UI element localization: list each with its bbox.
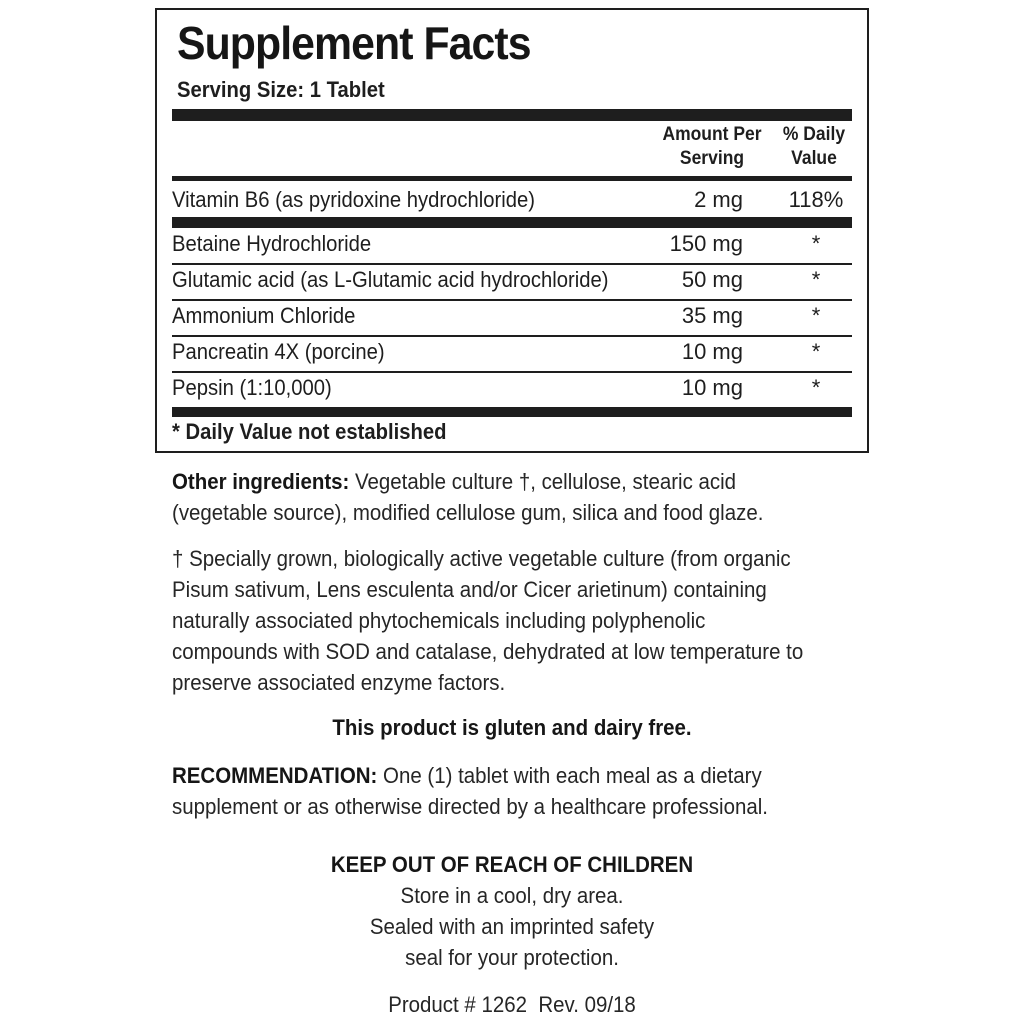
ingredient-name: Glutamic acid (as L-Glutamic acid hydrochloride) (172, 267, 609, 292)
row-divider (172, 299, 852, 301)
thick-divider-top (172, 109, 852, 121)
ingredient-name: Pepsin (1:10,000) (172, 375, 332, 400)
ingredient-amount: 10 mg (681, 375, 743, 400)
gluten-statement: This product is gluten and dairy free. (332, 715, 692, 740)
ingredient-name: Ammonium Chloride (172, 303, 356, 328)
other-ingredients-text: Vegetable culture †, cellulose, stearic acid (349, 469, 737, 494)
nutrient-name: Vitamin B6 (as pyridoxine hydrochloride) (172, 187, 535, 212)
thick-divider-bottom (172, 407, 852, 417)
warning-heading: KEEP OUT OF REACH OF CHILDREN (330, 852, 694, 877)
culture-note-line: Pisum sativum, Lens esculenta and/or Cicer arietinum) containing (172, 577, 767, 602)
ingredient-daily-value: * (811, 231, 821, 256)
recommendation-text: One (1) tablet with each meal as a dietary (377, 763, 762, 788)
supplement-facts-panel (155, 8, 869, 453)
ingredient-daily-value: * (811, 339, 821, 364)
culture-note (172, 543, 804, 698)
ingredient-amount: 50 mg (681, 267, 743, 292)
nutrient-daily-value: 118% (788, 187, 844, 212)
facts-title: Supplement Facts (177, 17, 531, 69)
thick-divider-middle (172, 217, 852, 228)
serving-size: Serving Size: 1 Tablet (177, 77, 385, 102)
recommendation (172, 760, 804, 822)
safety-seal-text: seal for your protection. (405, 945, 619, 970)
row-divider (172, 335, 852, 337)
ingredient-daily-value: * (811, 375, 821, 400)
storage-instructions: Store in a cool, dry area. (400, 883, 624, 908)
row-divider (172, 371, 852, 373)
culture-note-line: naturally associated phytochemicals including polyphenolic (172, 608, 706, 633)
culture-note-line: preserve associated enzyme factors. (172, 670, 506, 695)
daily-value-footnote: * Daily Value not established (172, 419, 447, 444)
other-ingredients-text: (vegetable source), modified cellulose gum, silica and food glaze. (172, 500, 764, 525)
recommendation-text: supplement or as otherwise directed by a healthcare professional. (172, 794, 768, 819)
ingredient-daily-value: * (811, 267, 821, 292)
ingredient-amount: 10 mg (681, 339, 743, 364)
ingredient-name: Pancreatin 4X (porcine) (172, 339, 385, 364)
safety-seal-text: Sealed with an imprinted safety (369, 914, 655, 939)
culture-note-line: compounds with SOD and catalase, dehydrated at low temperature to (172, 639, 804, 664)
other-ingredients (172, 466, 804, 528)
ingredient-amount: 35 mg (681, 303, 743, 328)
other-ingredients-label: Other ingredients: (172, 469, 350, 494)
ingredient-daily-value: * (811, 303, 821, 328)
daily-value-header: % Daily Value (782, 124, 846, 169)
product-code: Product # 1262 Rev. 09/18 (388, 992, 636, 1017)
ingredient-name: Betaine Hydrochloride (172, 231, 372, 256)
row-divider (172, 263, 852, 265)
ingredient-amount: 150 mg (669, 231, 743, 256)
amount-per-serving-header: Amount Per Serving (662, 124, 762, 169)
header-divider (172, 176, 852, 181)
culture-note-line: † Specially grown, biologically active vegetable culture (from organic (172, 546, 791, 571)
recommendation-label: RECOMMENDATION: (172, 763, 378, 788)
nutrient-amount: 2 mg (694, 187, 743, 212)
